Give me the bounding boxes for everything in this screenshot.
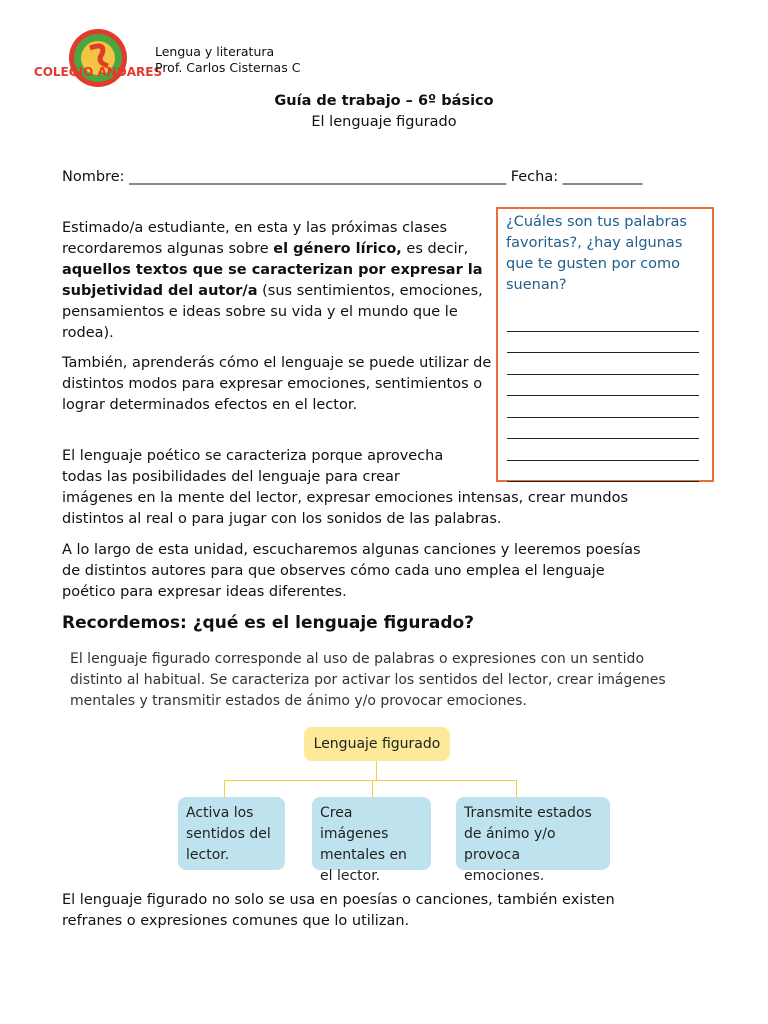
- nombre-field[interactable]: ____________________________________________________: [129, 169, 507, 185]
- answer-line[interactable]: [507, 439, 699, 461]
- section-heading: Recordemos: ¿qué es el lenguaje figurado?: [62, 613, 475, 633]
- answer-line[interactable]: [507, 310, 699, 332]
- diagram-connector: [372, 780, 373, 797]
- name-date-form: [62, 167, 682, 188]
- page-title: Guía de trabajo – 6º básico: [274, 93, 494, 109]
- answer-line[interactable]: [507, 461, 699, 483]
- paragraph-unidad: A lo largo de esta unidad, escucharemos algunas canciones y leeremos poesías de distintos autores para que observes cómo cada uno emplea el lenguaje poético para expresar ideas diferentes.: [62, 542, 641, 600]
- header-info: [155, 44, 300, 76]
- diagram-child-node: Transmite estados de ánimo y/o provoca emociones.: [456, 797, 610, 870]
- answer-line[interactable]: [507, 396, 699, 418]
- diagram-connector: [516, 780, 517, 797]
- definition-text: El lenguaje figurado corresponde al uso de palabras o expresiones con un sentido distinto al habitual. Se caracteriza por activar los sentidos del lector, crear imágenes mentales y transmitir estados de ánimo y/o provocar emociones.: [70, 651, 666, 709]
- page-subtitle: El lenguaje figurado: [311, 114, 457, 130]
- answer-line[interactable]: [507, 418, 699, 440]
- intro-bold-genre: el género lírico,: [273, 241, 402, 257]
- intro-text-2: es decir,: [401, 241, 469, 257]
- logo-text: COLEGIO ANDARES: [33, 65, 163, 79]
- paragraph-aprenderas: También, aprenderás cómo el lenguaje se puede utilizar de distintos modos para expresar emociones, sentimientos o lograr determinados efectos en el lector.: [62, 355, 492, 413]
- diagram-connector: [224, 780, 225, 797]
- fecha-label: Fecha:: [510, 169, 559, 185]
- subject-label: Lengua y literatura: [155, 44, 275, 59]
- question-text: ¿Cuáles son tus palabras favoritas?, ¿hay algunas que te gusten por como suenan?: [506, 214, 687, 293]
- nombre-label: Nombre:: [62, 169, 125, 185]
- paragraph-lenguaje-poetico-a: El lenguaje poético se caracteriza porque aprovecha todas las posibilidades del lenguaje para crear: [62, 448, 444, 485]
- diagram-connector: [224, 780, 517, 781]
- diagram-connector: [376, 761, 377, 780]
- answer-line[interactable]: [507, 375, 699, 397]
- paragraph-lenguaje-poetico-b: imágenes en la mente del lector, expresar emociones intensas, crear mundos distintos al real o para jugar con los sonidos de las palabras.: [62, 490, 628, 527]
- teacher-label: Prof. Carlos Cisternas C: [155, 60, 301, 75]
- intro-paragraph: [62, 218, 492, 344]
- diagram-child-node: Crea imágenes mentales en el lector.: [312, 797, 431, 870]
- answer-line[interactable]: [507, 353, 699, 375]
- fecha-field[interactable]: ___________: [562, 169, 643, 185]
- closing-paragraph: El lenguaje figurado no solo se usa en poesías o canciones, también existen refranes o expresiones comunes que lo utilizan.: [62, 892, 615, 929]
- intro-text: Estimado/a estudiante, en esta y las próximas clases recordaremos algunas sobre: [62, 220, 447, 257]
- answer-line[interactable]: [507, 332, 699, 354]
- diagram-child-node: Activa los sentidos del lector.: [178, 797, 285, 870]
- intro-bold-definition: aquellos textos que se caracterizan por expresar la subjetividad del autor/a: [62, 262, 483, 299]
- school-logo: [33, 28, 163, 90]
- answer-lines[interactable]: [506, 310, 704, 482]
- question-box: [496, 207, 714, 482]
- intro-text-3: (sus sentimientos, emociones, pensamientos e ideas sobre su vida y el mundo que le rodea).: [62, 283, 483, 341]
- diagram-root-node: Lenguaje figurado: [304, 727, 450, 761]
